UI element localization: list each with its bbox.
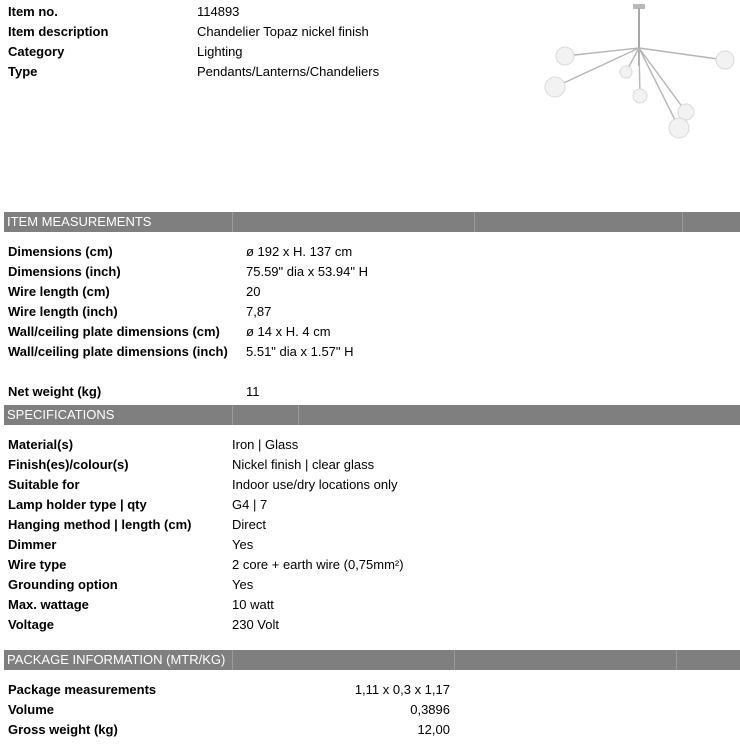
item-description-value: Chandelier Topaz nickel finish — [197, 24, 369, 39]
material-value: Iron | Glass — [232, 437, 299, 452]
wire-length-inch-label: Wire length (inch) — [8, 304, 118, 319]
header-divider — [454, 650, 455, 670]
chandelier-product-image — [538, 0, 738, 150]
category-value: Lighting — [197, 44, 243, 59]
suitable-for-value: Indoor use/dry locations only — [232, 477, 398, 492]
header-divider — [232, 650, 233, 670]
max-wattage-label: Max. wattage — [8, 597, 89, 612]
item-no-label: Item no. — [8, 4, 58, 19]
hanging-method-value: Direct — [232, 517, 266, 532]
wire-length-cm-label: Wire length (cm) — [8, 284, 110, 299]
dimensions-inch-label: Dimensions (inch) — [8, 264, 121, 279]
volume-label: Volume — [8, 702, 54, 717]
header-divider — [232, 212, 233, 232]
item-measurements-title: ITEM MEASUREMENTS — [7, 214, 152, 229]
dimensions-cm-label: Dimensions (cm) — [8, 244, 113, 259]
dimensions-inch-value: 75.59" dia x 53.94" H — [246, 264, 368, 279]
specifications-header — [4, 405, 740, 425]
finish-value: Nickel finish | clear glass — [232, 457, 375, 472]
package-information-title: PACKAGE INFORMATION (MTR/KG) — [7, 652, 226, 667]
plate-dimensions-inch-value: 5.51" dia x 1.57" H — [246, 344, 354, 359]
finish-label: Finish(es)/colour(s) — [8, 457, 129, 472]
voltage-label: Voltage — [8, 617, 54, 632]
net-weight-label: Net weight (kg) — [8, 384, 102, 399]
item-measurements-header — [4, 212, 740, 232]
plate-dimensions-inch-label: Wall/ceiling plate dimensions (inch) — [8, 344, 228, 359]
wire-type-value: 2 core + earth wire (0,75mm²) — [232, 557, 404, 572]
wire-length-cm-value: 20 — [246, 284, 261, 299]
lamp-holder-label: Lamp holder type | qty — [8, 497, 147, 512]
max-wattage-value: 10 watt — [232, 597, 274, 612]
suitable-for-label: Suitable for — [8, 477, 80, 492]
header-divider — [232, 405, 233, 425]
gross-weight-value: 12,00 — [417, 722, 450, 737]
material-label: Material(s) — [8, 437, 74, 452]
grounding-label: Grounding option — [8, 577, 118, 592]
type-value: Pendants/Lanterns/Chandeliers — [197, 64, 380, 79]
voltage-value: 230 Volt — [232, 617, 279, 632]
plate-dimensions-cm-label: Wall/ceiling plate dimensions (cm) — [8, 324, 220, 339]
item-no-value: 114893 — [197, 4, 240, 19]
wire-type-label: Wire type — [8, 557, 67, 572]
package-measurements-label: Package measurements — [8, 682, 157, 697]
plate-dimensions-cm-value: ø 14 x H. 4 cm — [246, 324, 331, 339]
header-divider — [474, 212, 475, 232]
specifications-title: SPECIFICATIONS — [7, 407, 115, 422]
dimmer-label: Dimmer — [8, 537, 57, 552]
lamp-holder-value: G4 | 7 — [232, 497, 268, 512]
net-weight-value: 11 — [246, 384, 260, 399]
item-description-label: Item description — [8, 24, 109, 39]
volume-value: 0,3896 — [410, 702, 450, 717]
header-divider — [298, 405, 299, 425]
package-information-header — [4, 650, 740, 670]
wire-length-inch-value: 7,87 — [246, 304, 272, 319]
dimmer-value: Yes — [232, 537, 254, 552]
type-label: Type — [8, 64, 38, 79]
header-divider — [682, 212, 683, 232]
header-divider — [676, 650, 677, 670]
dimensions-cm-value: ø 192 x H. 137 cm — [246, 244, 353, 259]
hanging-method-label: Hanging method | length (cm) — [8, 517, 192, 532]
gross-weight-label: Gross weight (kg) — [8, 722, 118, 737]
grounding-value: Yes — [232, 577, 254, 592]
package-measurements-value: 1,11 x 0,3 x 1,17 — [354, 682, 450, 697]
category-label: Category — [8, 44, 65, 59]
